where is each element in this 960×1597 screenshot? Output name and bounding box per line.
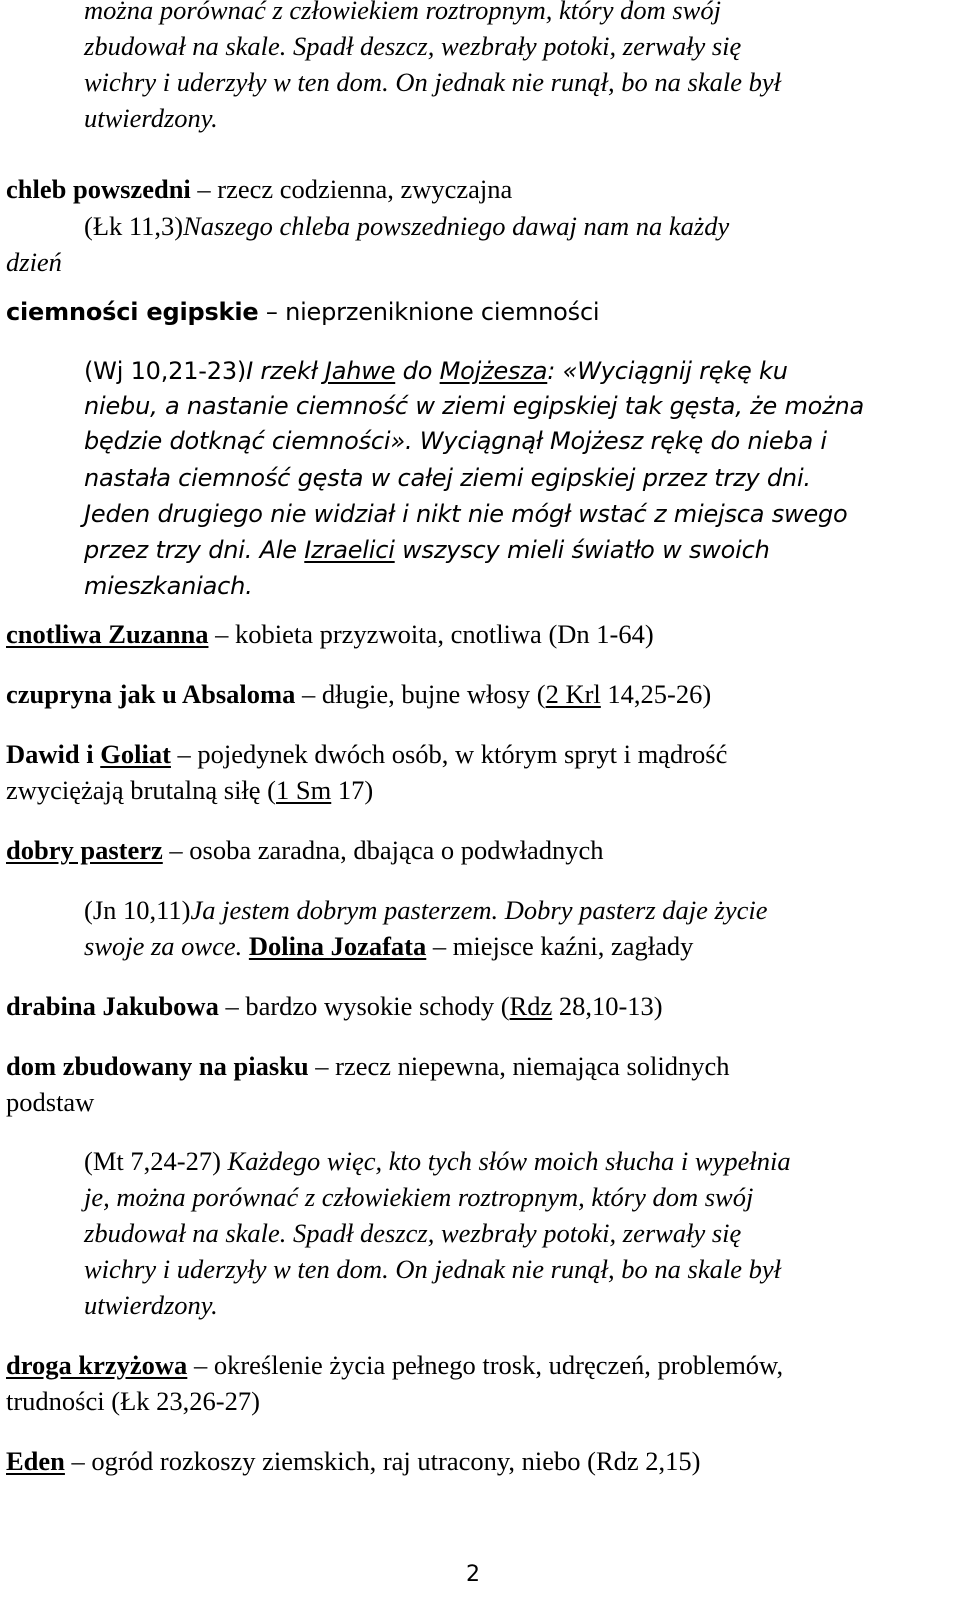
link-izraelici[interactable]: Izraelici [304, 536, 395, 564]
ciemnosci-quote-4: nastała ciemność gęsta w całej ziemi egipskiej przez trzy dni. [84, 464, 811, 492]
ciemnosci-quote-7: mieszkaniach. [84, 572, 253, 600]
reference: (Wj 10,21-23) [84, 357, 247, 385]
entry-eden: Eden – ogród rozkoszy ziemskich, raj utracony, niebo (Rdz 2,15) [6, 1446, 701, 1476]
entry-droga-2: trudności (Łk 23,26-27) [6, 1386, 260, 1416]
link-jahwe[interactable]: Jahwe [324, 357, 396, 385]
term: dom zbudowany na piasku [6, 1051, 309, 1081]
piasek-quote-2: je, można porównać z człowiekiem roztropnym, który dom swój [84, 1182, 754, 1212]
entry-ciemnosci [6, 296, 599, 328]
ciemnosci-quote-5: Jeden drugiego nie widział i nikt nie mógł wstać z miejsca swego [84, 500, 848, 528]
pasterz-quote-1: (Jn 10,11)Ja jestem dobrym pasterzem. Dobry pasterz daje życie [84, 895, 768, 925]
entry-czupryna: czupryna jak u Absaloma – długie, bujne włosy (2 Krl 14,25-26) [6, 679, 712, 709]
definition: – kobieta przyzwoita, cnotliwa (Dn 1-64) [208, 619, 654, 649]
entry-piasek-2: podstaw [6, 1087, 95, 1117]
entry-chleb [6, 173, 512, 205]
reference: (Mt 7,24-27) [84, 1146, 228, 1176]
ciemnosci-quote-6: przez trzy dni. Ale Izraelici wszyscy mieli światło w swoich [84, 536, 770, 564]
piasek-quote-4: wichry i uderzyły w ten dom. On jednak nie runął, bo na skale był [84, 1254, 781, 1284]
ciemnosci-quote-3: będzie dotknąć ciemności». Wyciągnął Mojżesz rękę do nieba i [84, 427, 827, 455]
reference: (Jn 10,11) [84, 895, 191, 925]
term: chleb powszedni [6, 174, 191, 204]
reference: (Łk 11,3) [84, 211, 184, 241]
term-link[interactable]: cnotliwa Zuzanna [6, 619, 209, 649]
ciemnosci-quote-1: (Wj 10,21-23)I rzekł Jahwe do Mojżesza: «Wyciągnij rękę ku [84, 357, 788, 385]
pasterz-quote-2: swoje za owce. Dolina Jozafata – miejsce kaźni, zagłady [84, 931, 694, 961]
ciemnosci-quote-2: niebu, a nastanie ciemność w ziemi egipskiej tak gęsta, że można [84, 392, 865, 420]
term: czupryna jak u Absaloma [6, 679, 296, 709]
definition: – osoba zaradna, dbająca o podwładnych [162, 835, 604, 865]
link-goliat[interactable]: Goliat [100, 739, 171, 769]
entry-chleb-quote-2: dzień [6, 247, 62, 277]
piasek-quote-3: zbudował na skale. Spadł deszcz, wezbrały potoki, zerwały się [84, 1218, 742, 1248]
entry-chleb-quote [84, 210, 729, 242]
term-link[interactable]: dobry pasterz [6, 835, 163, 865]
intro-line-2: zbudował na skale. Spadł deszcz, wezbrały potoki, zerwały się [84, 31, 742, 61]
term: Dawid i [6, 739, 101, 769]
entry-dawid: Dawid i Goliat – pojedynek dwóch osób, w którym spryt i mądrość [6, 739, 728, 769]
piasek-quote-5: utwierdzony. [84, 1290, 218, 1320]
term: drabina Jakubowa [6, 991, 219, 1021]
link-mojzesz[interactable]: Mojżesza [439, 357, 548, 385]
entry-zuzanna [6, 618, 654, 650]
term-link[interactable]: droga krzyżowa [6, 1350, 188, 1380]
entry-droga: droga krzyżowa – określenie życia pełnego trosk, udręczeń, problemów, [6, 1350, 784, 1380]
link-1sm[interactable]: 1 Sm [276, 775, 332, 805]
entry-dawid-2: zwyciężają brutalną siłę (1 Sm 17) [6, 775, 374, 805]
intro-line-3: wichry i uderzyły w ten dom. On jednak nie runął, bo na skale był [84, 67, 781, 97]
intro-line-4: utwierdzony. [84, 103, 218, 133]
link-rdz[interactable]: Rdz [509, 991, 553, 1021]
definition: – rzecz codzienna, zwyczajna [190, 174, 513, 204]
definition: – nieprzeniknione ciemności [258, 298, 600, 326]
intro-line-1: można porównać z człowiekiem roztropnym, który dom swój [84, 0, 721, 25]
page-number: 2 [466, 1562, 480, 1587]
link-2krl[interactable]: 2 Krl [545, 679, 601, 709]
entry-piasek: dom zbudowany na piasku – rzecz niepewna, niemająca solidnych [6, 1051, 730, 1081]
entry-pasterz [6, 834, 604, 866]
link-dolina-jozafata[interactable]: Dolina Jozafata [248, 931, 427, 961]
quote: Naszego chleba powszedniego dawaj nam na każdy [183, 211, 730, 241]
term-link[interactable]: Eden [6, 1446, 65, 1476]
term: ciemności egipskie [6, 298, 259, 326]
piasek-quote-1: (Mt 7,24-27) Każdego więc, kto tych słów moich słucha i wypełnia [84, 1146, 791, 1176]
entry-drabina: drabina Jakubowa – bardzo wysokie schody (Rdz 28,10-13) [6, 991, 663, 1021]
